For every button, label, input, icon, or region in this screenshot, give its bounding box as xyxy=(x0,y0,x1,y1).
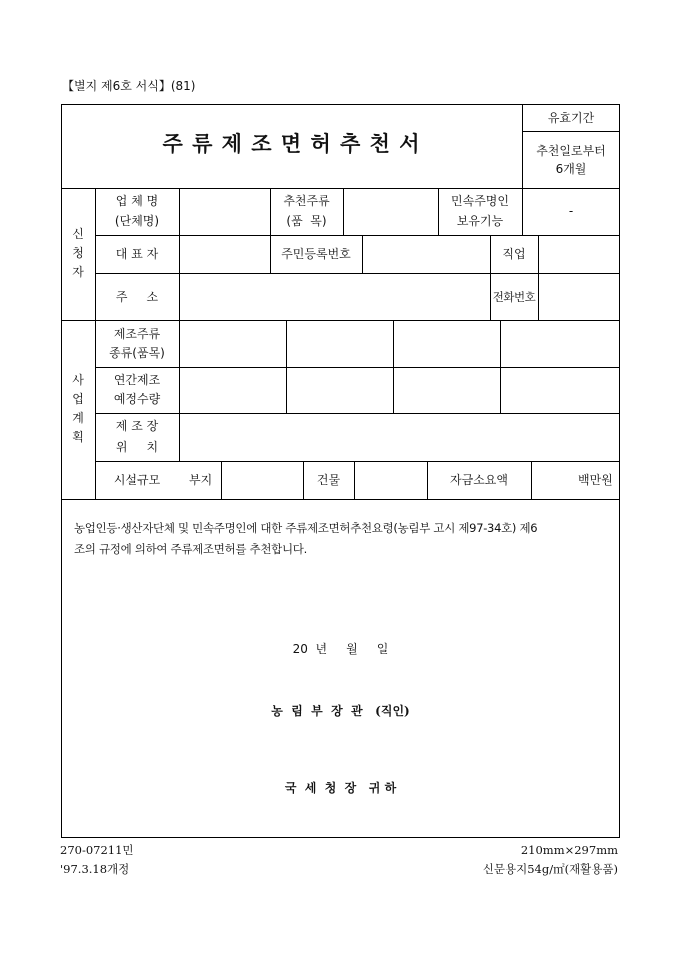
facility-label: 시설규모 xyxy=(113,473,161,487)
liquor-type-field-3[interactable] xyxy=(394,321,499,366)
validity-value-line1: 추천일로부터 xyxy=(536,144,606,158)
liquor-type-field-1[interactable] xyxy=(180,321,285,366)
land-field[interactable] xyxy=(222,462,302,498)
footer-code: 270-07211민 xyxy=(60,843,134,857)
form-title: 주 류 제 조 면 허 추 천 서 xyxy=(162,131,421,156)
representative-field[interactable] xyxy=(180,236,269,272)
factory-location-label-2: 위 치 xyxy=(115,440,159,454)
recommended-type-label-1: 추천주류 xyxy=(283,194,330,208)
address-field[interactable] xyxy=(180,274,489,319)
recommended-type-label-2: (품 목) xyxy=(286,214,327,228)
annual-volume-field-2[interactable] xyxy=(287,368,392,412)
statement-line-2: 조의 규정에 의하여 주류제조면허를 추천합니다. xyxy=(74,542,307,556)
building-label: 건물 xyxy=(316,473,341,487)
recommended-type-field[interactable] xyxy=(344,189,437,234)
annual-volume-field-1[interactable] xyxy=(180,368,285,412)
liquor-type-field-2[interactable] xyxy=(287,321,392,366)
date-line: 20 년 월 일 xyxy=(292,642,389,656)
land-label: 부지 xyxy=(189,473,213,487)
liquor-type-label-1: 제조주류 xyxy=(113,327,161,341)
annual-volume-label-1: 연간제조 xyxy=(113,373,161,387)
company-label-2: (단체명) xyxy=(114,214,160,228)
phone-field[interactable] xyxy=(539,274,619,319)
footer-revision: '97.3.18개정 xyxy=(60,862,130,876)
folk-holder-label-2: 보유기능 xyxy=(456,214,504,228)
annual-volume-field-4[interactable] xyxy=(501,368,619,412)
address-label: 주 소 xyxy=(115,290,159,304)
validity-value-line2: 6개월 xyxy=(555,162,587,176)
occupation-field[interactable] xyxy=(539,236,619,272)
form-label: 【별지 제6호 서식】(81) xyxy=(62,79,196,93)
factory-location-field[interactable] xyxy=(180,414,619,460)
phone-label: 전화번호 xyxy=(492,290,536,304)
annual-volume-field-3[interactable] xyxy=(394,368,499,412)
building-field[interactable] xyxy=(355,462,426,498)
capital-label: 자금소요액 xyxy=(450,473,508,487)
applicant-section-label: 신 청 자 xyxy=(72,227,84,279)
factory-location-label-1: 제 조 장 xyxy=(115,419,159,433)
validity-label: 유효기간 xyxy=(547,111,595,125)
annual-volume-label-2: 예정수량 xyxy=(113,392,161,406)
resident-no-label: 주민등록번호 xyxy=(281,247,351,261)
capital-unit: 백만원 xyxy=(578,473,613,487)
signer: 농 림 부 장 관 (직인) xyxy=(271,704,410,718)
liquor-type-label-2: 종류(품목) xyxy=(109,346,165,360)
folk-holder-value: - xyxy=(568,204,574,218)
business-plan-section-label: 사 업 계 획 xyxy=(72,373,84,444)
footer-size: 210mm×297mm xyxy=(520,843,618,857)
resident-no-field[interactable] xyxy=(363,236,489,272)
capital-field[interactable] xyxy=(532,462,572,498)
footer-paper: 신문용지54g/㎡(재활용품) xyxy=(482,862,618,876)
folk-holder-label-1: 민속주명인 xyxy=(451,194,509,208)
addressee: 국 세 청 장 귀 하 xyxy=(284,781,397,795)
company-name-field[interactable] xyxy=(180,189,269,234)
occupation-label: 직업 xyxy=(502,247,526,261)
representative-label: 대 표 자 xyxy=(115,247,159,261)
company-label-1: 업 체 명 xyxy=(115,194,159,208)
liquor-type-field-4[interactable] xyxy=(501,321,619,366)
statement-line-1: 농업인등·생산자단체 및 민속주명인에 대한 주류제조면허추천요령(농림부 고시 제97-34호) 제6 xyxy=(74,521,538,535)
